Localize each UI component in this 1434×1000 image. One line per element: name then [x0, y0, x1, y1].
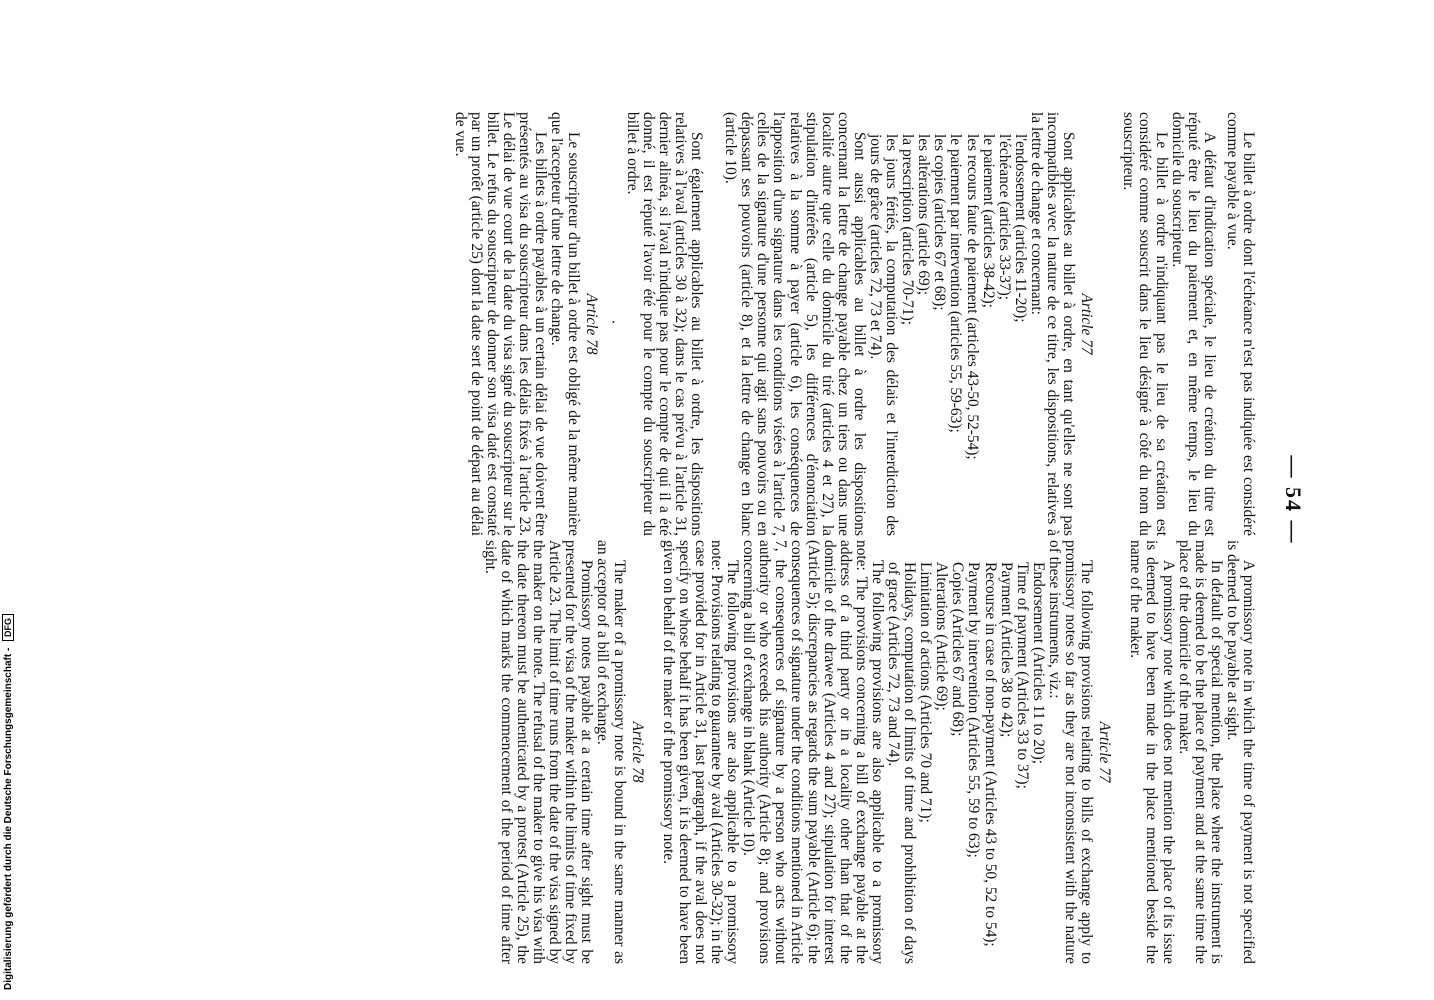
fr-article-77-item: les jours fériés, la computation des délais et l'interdiction des jours de grâce (articles 72, 73 et 74). [867, 134, 901, 536]
en-paragraph-2: In default of special mention, the place where the instrument is made is deemed to be the place of payment and at the same time the place of the domicile of the maker. [1175, 540, 1225, 964]
credit-text: Digitalisierung gefördert durch die Deutsche Forschungsgemeinschaft - [3, 647, 14, 990]
en-article-77-item: Alterations (Article 69); [933, 562, 951, 711]
fr-article-77-item: l'endossement (articles 11-20); [1011, 134, 1029, 323]
fr-paragraph-3: Le billet à ordre n'indiquant pas le lieu de sa création est considéré comme souscrit dans le lieu désigné à côté du nom du souscripteur. [1120, 112, 1170, 536]
en-paragraph-1: A promissory note in which the time of payment is not specified is deemed to be payable at sight. [1223, 540, 1257, 964]
fr-paragraph-2: A défaut d'indication spéciale, le lieu de création du titre est réputé être le lieu du paiement et, en même temps, le lieu du domicile du souscripteur. [1168, 112, 1218, 536]
fr-article-78-paragraph-2: Les billets à ordre payables à un certain délai de vue doivent être présentés au visa du souscripteur dans les délais fixés à l'article 23. Le délai de vue court de la date du visa signé du souscripteur sur le billet. Le refus du souscripteur de donner son visa daté est constaté par un protêt (article 25) dont la date sert de point de départ au délai de vue. [451, 112, 550, 536]
en-article-77-item: Payment by intervention (Articles 55, 59 to 63); [965, 562, 983, 858]
en-article-77-item: Time of payment (Articles 33 to 37); [1013, 562, 1031, 789]
dfg-logo: DFG [2, 614, 14, 641]
page-number: — 54 — [1281, 455, 1306, 545]
en-article-77-item: Limitation of actions (Articles 70 and 71); [917, 562, 935, 823]
en-paragraph-3: A promissory note which does not mention the place of its issue is deemed to have been made in the place mentioned beside the name of the maker. [1127, 540, 1177, 964]
en-article-78-paragraph-2: Promissory notes payable at a certain time after sight must be presented for the visa of the maker within the limits of time fixed by Article 23. The limit of time runs from the date of the visa signed by the maker on the note. The refusal of the maker to give his visa with the date thereon must be authenticated by a protest (Article 25), the date of which marks the commencement of the period of time after sight. [481, 540, 596, 964]
english-column [482, 540, 1256, 964]
fr-article-77-item: l'échéance (articles 33-37); [995, 134, 1013, 300]
fr-article-77-item: les copies (articles 67 et 68); [931, 134, 949, 311]
en-article-77-item: Holidays, computation of limits of time and prohibition of days of grace (Articles 72, 73 and 74). [885, 562, 919, 964]
dot-separator: · [603, 319, 621, 329]
en-article-77-intro: The following provisions relating to bills of exchange apply to promissory notes so far as they are not inconsistent with the nature of these instruments, viz.: [1045, 540, 1096, 964]
fr-article-78-title: Article 78 [582, 293, 600, 355]
fr-article-77-item: les altérations (article 69); [915, 134, 933, 296]
fr-article-77-item: les recours faute de paiement (articles 43-50, 52-54); [963, 134, 981, 460]
fr-article-78-paragraph-1: Le souscripteur d'un billet à ordre est obligé de la même manière que l'accepteur d'une lettre de change. [548, 112, 582, 536]
french-column [452, 112, 1256, 536]
en-article-77-item: Payment (Articles 38 to 42); [997, 562, 1015, 738]
digitization-credit [2, 614, 14, 990]
en-article-77-paragraph-3: The following provisions are also applicable to a promissory note: Provisions relating to guarantee by aval (Articles 30-32); in the case provided for in Article 31, last paragraph, if the aval does not specify on whose behalf it has been given, it is deemed to have been given on behalf of the maker of the promissory note. [659, 540, 742, 964]
en-article-78-title: Article 78 [628, 721, 646, 783]
en-article-77-item: Endorsement (Articles 11 to 20); [1029, 562, 1047, 765]
fr-article-77-intro: Sont applicables au billet à ordre, en tant qu'elles ne sont pas incompatibles avec la nature de ce titre, les dispositions, relatives à la lettre de change et concernant: [1027, 112, 1078, 536]
fr-paragraph-1: Le billet à ordre dont l'échéance n'est pas indiquée est considéré comme payable à vue. [1223, 112, 1257, 536]
fr-article-77-item: le paiement (articles 38-42); [979, 134, 997, 308]
fr-article-77-paragraph-3: Sont également applicables au billet à ordre, les dispositions relatives à l'aval (articles 30 à 32); dans le cas prévu à l'article 31, dernier alinéa, si l'aval n'indique pas pour le compte de qui il a été donné, il est réputé l'avoir été pour le compte du souscripteur du billet à ordre. [623, 112, 706, 536]
fr-article-77-title: Article 77 [1078, 293, 1096, 355]
fr-article-77-paragraph-2: Sont aussi applicables au billet à ordre les dispositions concernant la lettre de change payable chez un tiers ou dans une localité autre que celle du domicile du tiré (articles 4 et 27), la stipulation d'intérêts (article 5), les différences d'énonciation relatives à la somme à payer (article 6), les conséquences de l'apposition d'une signature dans les conditions visées à l'article 7, celles de la signature d'une personne qui agit sans pouvoirs ou en dépassant ses pouvoirs (article 8), et la lettre de change en blanc (article 10). [722, 112, 868, 536]
fr-article-77-item: la prescription (articles 70-71); [899, 134, 917, 326]
en-article-77-item: Copies (Articles 67 and 68); [949, 562, 967, 737]
en-article-78-paragraph-1: The maker of a promissory note is bound in the same manner as an acceptor of a bill of exchange. [594, 540, 628, 964]
en-article-77-paragraph-2: The following provisions are also applicable to a promissory note: The provisions concerning a bill of exchange payable at the address of a third party or in a locality other than that of the domicile of the drawee (Articles 4 and 27); stipulation for interest (Article 5); discrepancies as regards the sum payable (Article 6); the consequences of signature under the conditions mentioned in Article 7, the consequences of signature by a person who acts without authority or who exceeds his authority (Article 8); and provisions concerning a bill of exchange in blank (Article 10). [740, 540, 886, 964]
en-article-77-item: Recourse in case of non-payment (Articles 43 to 50, 52 to 54); [981, 562, 999, 947]
fr-article-77-item: le paiement par intervention (articles 55, 59-63); [947, 134, 965, 433]
en-article-77-title: Article 77 [1096, 721, 1114, 783]
